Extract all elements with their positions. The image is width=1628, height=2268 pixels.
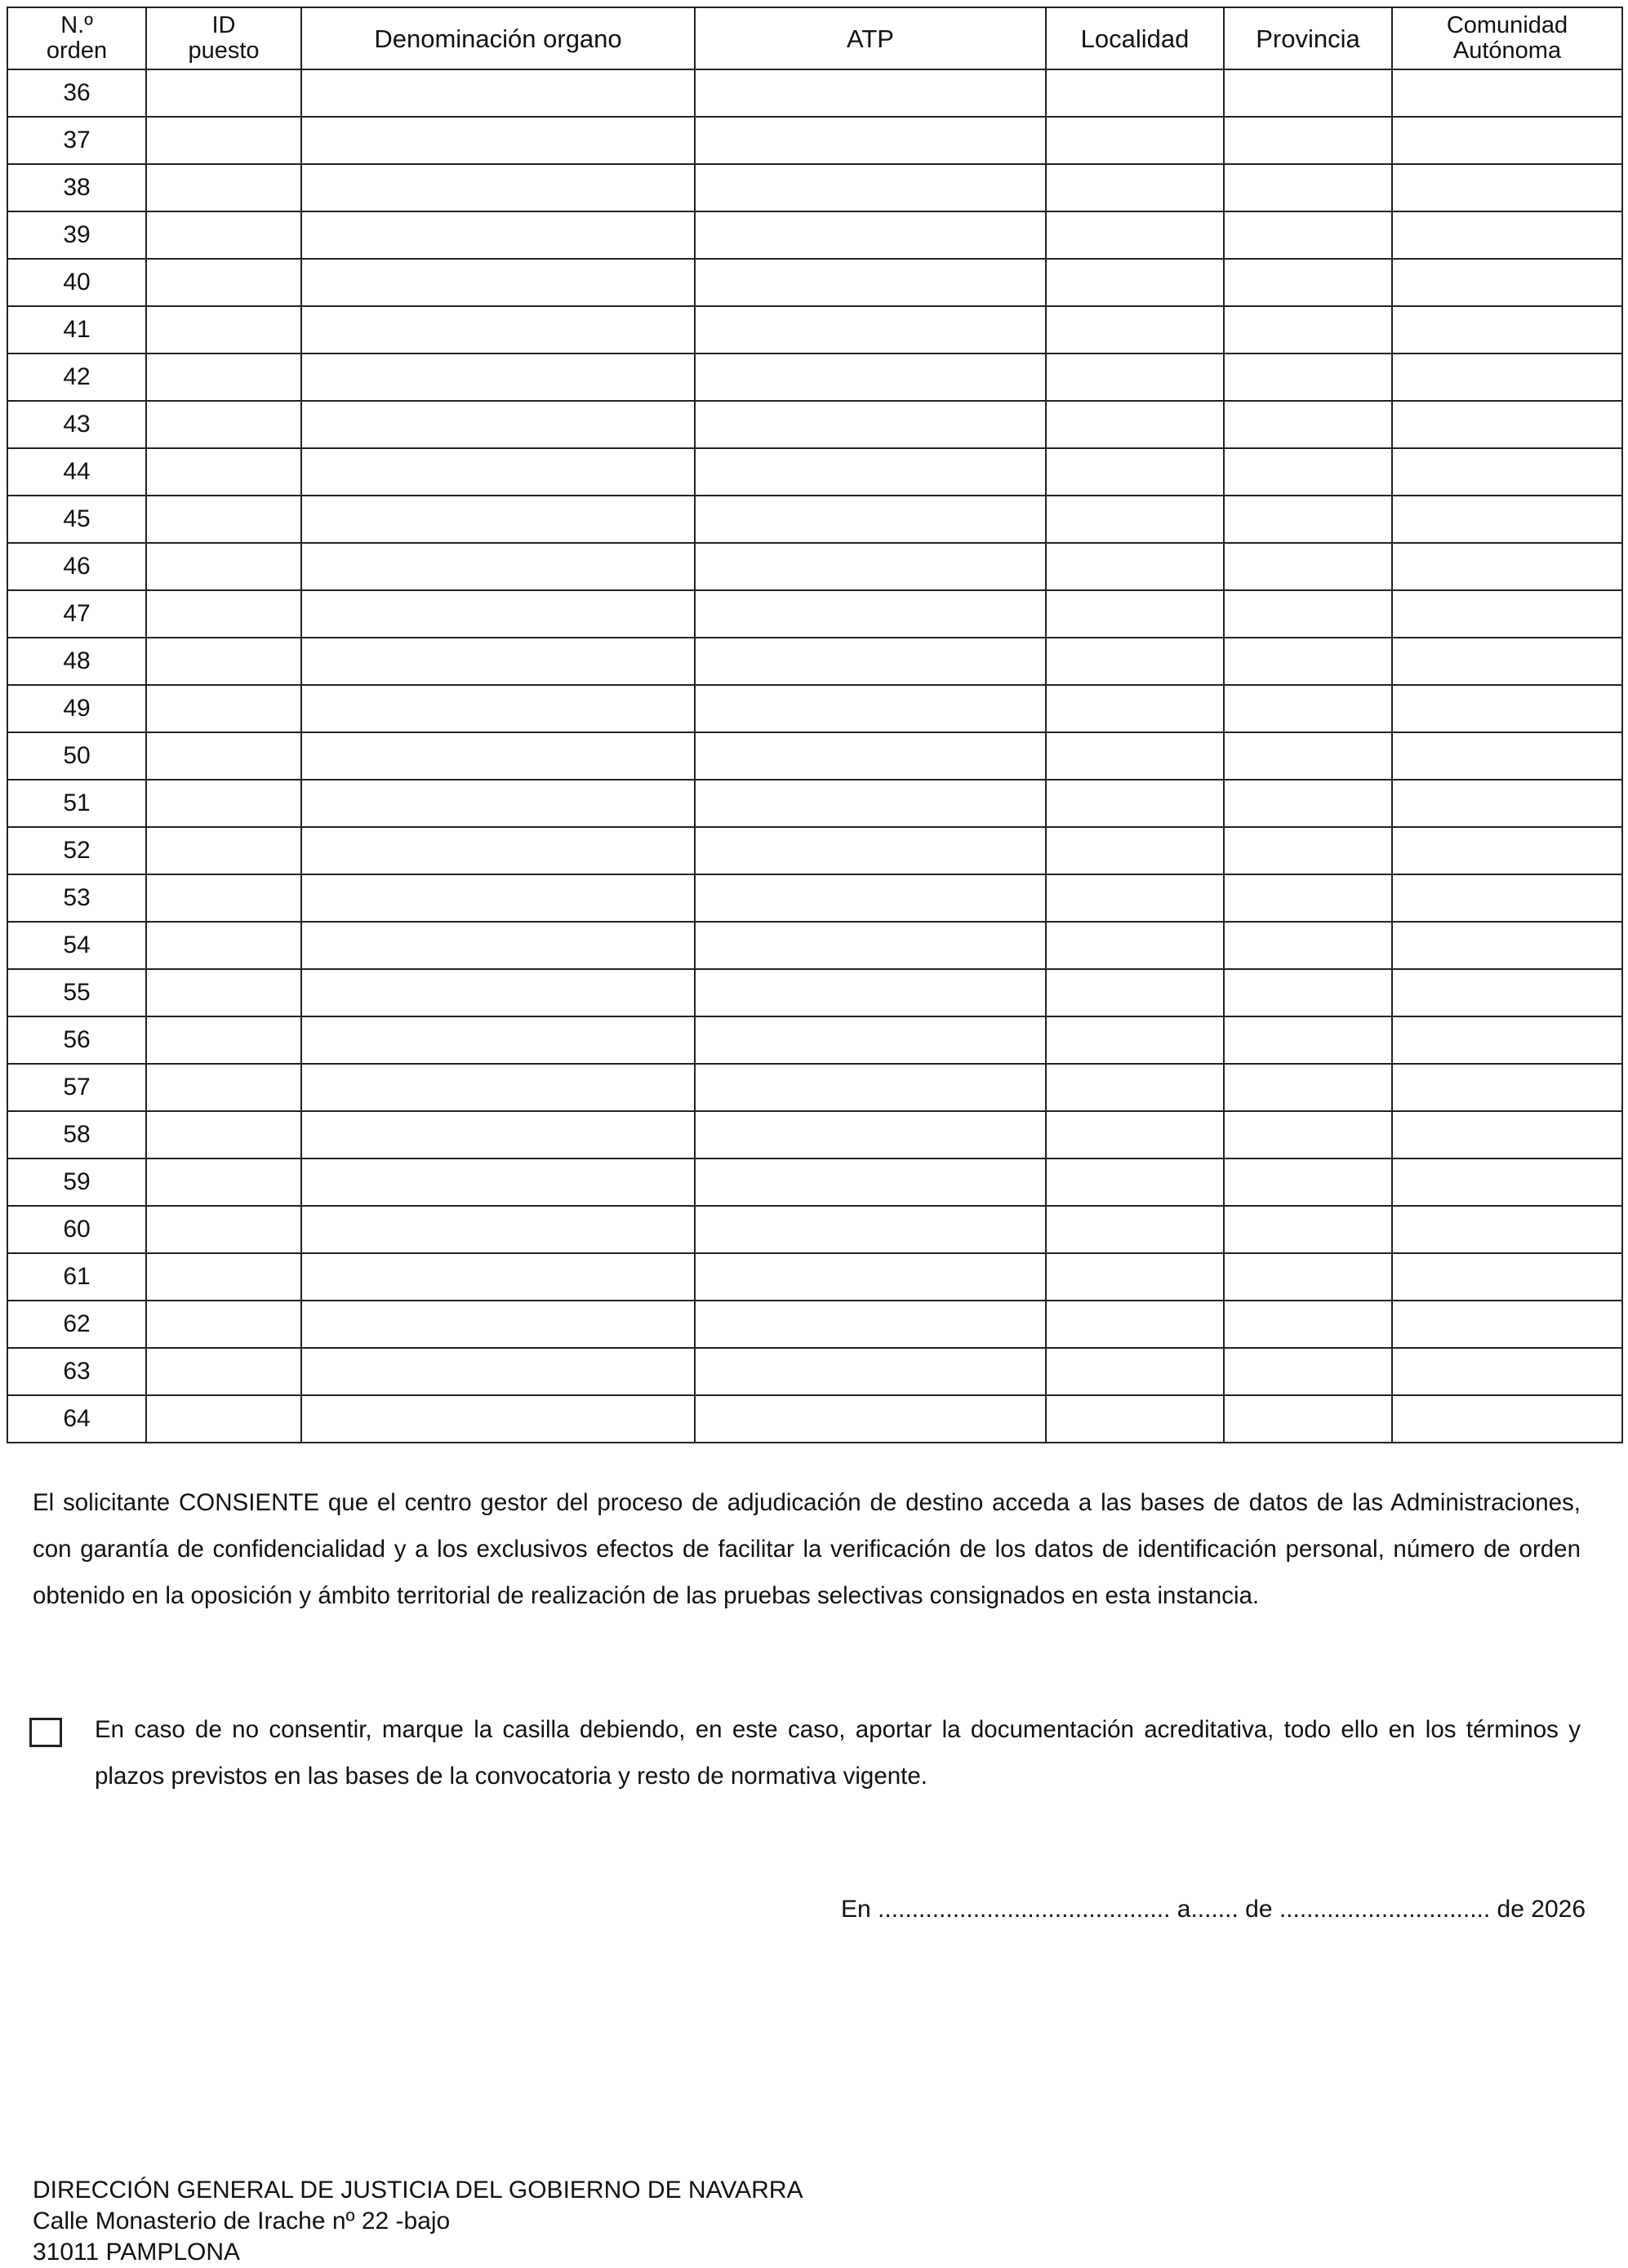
row-number: 62 — [7, 1301, 146, 1348]
cell-denominacion-organo[interactable] — [301, 590, 695, 638]
cell-atp[interactable] — [695, 1206, 1046, 1253]
cell-atp[interactable] — [695, 685, 1046, 732]
cell-localidad[interactable] — [1046, 1158, 1224, 1206]
footer-city: 31011 PAMPLONA — [33, 2239, 241, 2266]
cell-comunidad-autonoma[interactable] — [1392, 1348, 1622, 1395]
cell-atp[interactable] — [695, 354, 1046, 401]
cell-provincia[interactable] — [1224, 732, 1392, 780]
cell-localidad[interactable] — [1046, 1206, 1224, 1253]
cell-provincia[interactable] — [1224, 922, 1392, 969]
cell-id-puesto[interactable] — [146, 1253, 301, 1301]
cell-provincia[interactable] — [1224, 1348, 1392, 1395]
cell-id-puesto[interactable] — [146, 164, 301, 211]
cell-id-puesto[interactable] — [146, 780, 301, 827]
cell-atp[interactable] — [695, 401, 1046, 448]
cell-denominacion-organo[interactable] — [301, 401, 695, 448]
cell-comunidad-autonoma[interactable] — [1392, 1111, 1622, 1158]
table-row — [7, 969, 1622, 1016]
cell-id-puesto[interactable] — [146, 117, 301, 164]
cell-comunidad-autonoma[interactable] — [1392, 354, 1622, 401]
header-atp: ATP — [695, 7, 1046, 69]
cell-provincia[interactable] — [1224, 448, 1392, 496]
cell-atp[interactable] — [695, 780, 1046, 827]
cell-comunidad-autonoma[interactable] — [1392, 1253, 1622, 1301]
row-number: 57 — [7, 1064, 146, 1111]
table-row — [7, 1206, 1622, 1253]
cell-provincia[interactable] — [1224, 685, 1392, 732]
table-row — [7, 354, 1622, 401]
table-header-row — [7, 7, 1622, 69]
cell-denominacion-organo[interactable] — [301, 969, 695, 1016]
cell-comunidad-autonoma[interactable] — [1392, 117, 1622, 164]
cell-provincia[interactable] — [1224, 306, 1392, 354]
cell-atp[interactable] — [695, 1111, 1046, 1158]
cell-provincia[interactable] — [1224, 780, 1392, 827]
cell-provincia[interactable] — [1224, 211, 1392, 259]
cell-id-puesto[interactable] — [146, 354, 301, 401]
cell-localidad[interactable] — [1046, 1016, 1224, 1064]
cell-denominacion-organo[interactable] — [301, 1064, 695, 1111]
table-row — [7, 874, 1622, 922]
cell-localidad[interactable] — [1046, 164, 1224, 211]
cell-provincia[interactable] — [1224, 496, 1392, 543]
cell-comunidad-autonoma[interactable] — [1392, 969, 1622, 1016]
cell-localidad[interactable] — [1046, 827, 1224, 874]
cell-atp[interactable] — [695, 969, 1046, 1016]
cell-comunidad-autonoma[interactable] — [1392, 590, 1622, 638]
header-provincia: Provincia — [1224, 7, 1392, 69]
cell-provincia[interactable] — [1224, 1111, 1392, 1158]
row-number: 61 — [7, 1253, 146, 1301]
cell-id-puesto[interactable] — [146, 1395, 301, 1443]
cell-localidad[interactable] — [1046, 259, 1224, 306]
cell-localidad[interactable] — [1046, 590, 1224, 638]
cell-provincia[interactable] — [1224, 1301, 1392, 1348]
table-row — [7, 827, 1622, 874]
cell-denominacion-organo[interactable] — [301, 1301, 695, 1348]
cell-provincia[interactable] — [1224, 638, 1392, 685]
cell-atp[interactable] — [695, 638, 1046, 685]
row-number: 39 — [7, 211, 146, 259]
cell-id-puesto[interactable] — [146, 732, 301, 780]
row-number: 56 — [7, 1016, 146, 1064]
cell-localidad[interactable] — [1046, 354, 1224, 401]
cell-localidad[interactable] — [1046, 1301, 1224, 1348]
cell-denominacion-organo[interactable] — [301, 1206, 695, 1253]
cell-id-puesto[interactable] — [146, 1206, 301, 1253]
cell-provincia[interactable] — [1224, 354, 1392, 401]
cell-provincia[interactable] — [1224, 874, 1392, 922]
cell-comunidad-autonoma[interactable] — [1392, 1206, 1622, 1253]
table-body — [7, 69, 1622, 1443]
cell-comunidad-autonoma[interactable] — [1392, 874, 1622, 922]
cell-denominacion-organo[interactable] — [301, 117, 695, 164]
row-number: 59 — [7, 1158, 146, 1206]
cell-atp[interactable] — [695, 496, 1046, 543]
cell-provincia[interactable] — [1224, 1395, 1392, 1443]
table-row — [7, 1301, 1622, 1348]
row-number: 41 — [7, 306, 146, 354]
cell-id-puesto[interactable] — [146, 1348, 301, 1395]
table-row — [7, 69, 1622, 117]
cell-comunidad-autonoma[interactable] — [1392, 1395, 1622, 1443]
table-row — [7, 211, 1622, 259]
cell-id-puesto[interactable] — [146, 922, 301, 969]
cell-atp[interactable] — [695, 306, 1046, 354]
cell-denominacion-organo[interactable] — [301, 874, 695, 922]
cell-id-puesto[interactable] — [146, 259, 301, 306]
cell-comunidad-autonoma[interactable] — [1392, 401, 1622, 448]
cell-localidad[interactable] — [1046, 401, 1224, 448]
table-row — [7, 259, 1622, 306]
table-row — [7, 590, 1622, 638]
cell-id-puesto[interactable] — [146, 1016, 301, 1064]
cell-denominacion-organo[interactable] — [301, 732, 695, 780]
cell-id-puesto[interactable] — [146, 1111, 301, 1158]
table-row — [7, 922, 1622, 969]
cell-atp[interactable] — [695, 164, 1046, 211]
table-row — [7, 496, 1622, 543]
cell-comunidad-autonoma[interactable] — [1392, 1158, 1622, 1206]
cell-id-puesto[interactable] — [146, 827, 301, 874]
cell-id-puesto[interactable] — [146, 590, 301, 638]
table-row — [7, 638, 1622, 685]
table-row — [7, 1158, 1622, 1206]
cell-localidad[interactable] — [1046, 1395, 1224, 1443]
cell-atp[interactable] — [695, 874, 1046, 922]
cell-localidad[interactable] — [1046, 306, 1224, 354]
cell-denominacion-organo[interactable] — [301, 164, 695, 211]
cell-localidad[interactable] — [1046, 448, 1224, 496]
cell-atp[interactable] — [695, 117, 1046, 164]
cell-atp[interactable] — [695, 448, 1046, 496]
cell-denominacion-organo[interactable] — [301, 211, 695, 259]
cell-denominacion-organo[interactable] — [301, 69, 695, 117]
header-denominacion-organo: Denominación organo — [301, 7, 695, 69]
cell-id-puesto[interactable] — [146, 448, 301, 496]
cell-atp[interactable] — [695, 1253, 1046, 1301]
cell-denominacion-organo[interactable] — [301, 259, 695, 306]
table-row — [7, 1253, 1622, 1301]
cell-id-puesto[interactable] — [146, 306, 301, 354]
cell-denominacion-organo[interactable] — [301, 448, 695, 496]
table-row — [7, 117, 1622, 164]
cell-atp[interactable] — [695, 1301, 1046, 1348]
cell-denominacion-organo[interactable] — [301, 827, 695, 874]
cell-atp[interactable] — [695, 827, 1046, 874]
cell-denominacion-organo[interactable] — [301, 1158, 695, 1206]
header-comunidad-autonoma: Comunidad Autónoma — [1392, 7, 1622, 69]
table-row — [7, 1016, 1622, 1064]
cell-provincia[interactable] — [1224, 69, 1392, 117]
cell-comunidad-autonoma[interactable] — [1392, 1064, 1622, 1111]
row-number: 37 — [7, 117, 146, 164]
row-number: 64 — [7, 1395, 146, 1443]
row-number: 43 — [7, 401, 146, 448]
cell-denominacion-organo[interactable] — [301, 354, 695, 401]
cell-denominacion-organo[interactable] — [301, 922, 695, 969]
cell-comunidad-autonoma[interactable] — [1392, 69, 1622, 117]
footer-address — [33, 2175, 803, 2268]
cell-atp[interactable] — [695, 69, 1046, 117]
consent-paragraph: El solicitante CONSIENTE que el centro gestor del proceso de adjudicación de destino acceda a las bases de datos de las Administraciones, con garantía de confidencialidad y a los exclusivos efectos de facilitar la verificación de los datos de identificación personal, número de orden obtenido en la oposición y ámbito territorial de realización de las pruebas selectivas consignados en esta instancia. — [33, 1489, 1581, 1609]
table-row — [7, 306, 1622, 354]
cell-comunidad-autonoma[interactable] — [1392, 448, 1622, 496]
row-number: 63 — [7, 1348, 146, 1395]
table-row — [7, 780, 1622, 827]
cell-atp[interactable] — [695, 1016, 1046, 1064]
cell-localidad[interactable] — [1046, 1348, 1224, 1395]
cell-denominacion-organo[interactable] — [301, 1395, 695, 1443]
row-number: 58 — [7, 1111, 146, 1158]
cell-provincia[interactable] — [1224, 259, 1392, 306]
row-number: 45 — [7, 496, 146, 543]
cell-comunidad-autonoma[interactable] — [1392, 259, 1622, 306]
table-row — [7, 1111, 1622, 1158]
row-number: 53 — [7, 874, 146, 922]
date-place-line[interactable]: En ........................................... a....... de ............................... de 2026 — [841, 1896, 1586, 1923]
cell-id-puesto[interactable] — [146, 1064, 301, 1111]
cell-id-puesto[interactable] — [146, 685, 301, 732]
row-number: 40 — [7, 259, 146, 306]
row-number: 44 — [7, 448, 146, 496]
header-numero-orden: N.º orden — [7, 7, 146, 69]
cell-provincia[interactable] — [1224, 543, 1392, 590]
cell-comunidad-autonoma[interactable] — [1392, 1016, 1622, 1064]
header-id-puesto: ID puesto — [146, 7, 301, 69]
row-number: 54 — [7, 922, 146, 969]
cell-id-puesto[interactable] — [146, 874, 301, 922]
cell-provincia[interactable] — [1224, 590, 1392, 638]
table-row — [7, 732, 1622, 780]
cell-denominacion-organo[interactable] — [301, 780, 695, 827]
row-number: 36 — [7, 69, 146, 117]
cell-provincia[interactable] — [1224, 1253, 1392, 1301]
row-number: 51 — [7, 780, 146, 827]
row-number: 60 — [7, 1206, 146, 1253]
cell-id-puesto[interactable] — [146, 401, 301, 448]
cell-comunidad-autonoma[interactable] — [1392, 732, 1622, 780]
cell-provincia[interactable] — [1224, 1158, 1392, 1206]
cell-denominacion-organo[interactable] — [301, 685, 695, 732]
cell-provincia[interactable] — [1224, 164, 1392, 211]
table-row — [7, 1064, 1622, 1111]
row-number: 50 — [7, 732, 146, 780]
row-number: 38 — [7, 164, 146, 211]
cell-id-puesto[interactable] — [146, 1158, 301, 1206]
cell-comunidad-autonoma[interactable] — [1392, 496, 1622, 543]
cell-localidad[interactable] — [1046, 732, 1224, 780]
cell-id-puesto[interactable] — [146, 496, 301, 543]
cell-comunidad-autonoma[interactable] — [1392, 780, 1622, 827]
cell-denominacion-organo[interactable] — [301, 306, 695, 354]
cell-localidad[interactable] — [1046, 1253, 1224, 1301]
cell-comunidad-autonoma[interactable] — [1392, 1301, 1622, 1348]
row-number: 48 — [7, 638, 146, 685]
cell-provincia[interactable] — [1224, 827, 1392, 874]
cell-denominacion-organo[interactable] — [301, 1348, 695, 1395]
row-number: 46 — [7, 543, 146, 590]
table-row — [7, 543, 1622, 590]
cell-localidad[interactable] — [1046, 211, 1224, 259]
cell-denominacion-organo[interactable] — [301, 1016, 695, 1064]
footer-street: Calle Monasterio de Irache nº 22 -bajo — [33, 2208, 451, 2235]
cell-localidad[interactable] — [1046, 638, 1224, 685]
cell-id-puesto[interactable] — [146, 969, 301, 1016]
cell-provincia[interactable] — [1224, 401, 1392, 448]
cell-localidad[interactable] — [1046, 874, 1224, 922]
cell-atp[interactable] — [695, 211, 1046, 259]
cell-localidad[interactable] — [1046, 1111, 1224, 1158]
cell-denominacion-organo[interactable] — [301, 638, 695, 685]
cell-atp[interactable] — [695, 259, 1046, 306]
cell-atp[interactable] — [695, 732, 1046, 780]
cell-localidad[interactable] — [1046, 685, 1224, 732]
cell-provincia[interactable] — [1224, 969, 1392, 1016]
cell-localidad[interactable] — [1046, 496, 1224, 543]
cell-localidad[interactable] — [1046, 543, 1224, 590]
cell-comunidad-autonoma[interactable] — [1392, 543, 1622, 590]
cell-localidad[interactable] — [1046, 922, 1224, 969]
cell-atp[interactable] — [695, 1348, 1046, 1395]
cell-atp[interactable] — [695, 1395, 1046, 1443]
cell-denominacion-organo[interactable] — [301, 496, 695, 543]
cell-comunidad-autonoma[interactable] — [1392, 922, 1622, 969]
cell-comunidad-autonoma[interactable] — [1392, 685, 1622, 732]
cell-atp[interactable] — [695, 1158, 1046, 1206]
row-number: 55 — [7, 969, 146, 1016]
cell-id-puesto[interactable] — [146, 543, 301, 590]
destinations-table — [7, 7, 1623, 1443]
row-number: 49 — [7, 685, 146, 732]
cell-comunidad-autonoma[interactable] — [1392, 638, 1622, 685]
table-row — [7, 685, 1622, 732]
table-row — [7, 401, 1622, 448]
header-localidad: Localidad — [1046, 7, 1224, 69]
cell-id-puesto[interactable] — [146, 1301, 301, 1348]
cell-atp[interactable] — [695, 1064, 1046, 1111]
table-row — [7, 164, 1622, 211]
cell-localidad[interactable] — [1046, 969, 1224, 1016]
cell-localidad[interactable] — [1046, 69, 1224, 117]
row-number: 52 — [7, 827, 146, 874]
cell-provincia[interactable] — [1224, 117, 1392, 164]
cell-localidad[interactable] — [1046, 1064, 1224, 1111]
footer-institution: DIRECCIÓN GENERAL DE JUSTICIA DEL GOBIERNO DE NAVARRA — [33, 2177, 803, 2204]
cell-comunidad-autonoma[interactable] — [1392, 211, 1622, 259]
table-row — [7, 1348, 1622, 1395]
cell-provincia[interactable] — [1224, 1064, 1392, 1111]
cell-provincia[interactable] — [1224, 1206, 1392, 1253]
table-row — [7, 1395, 1622, 1443]
cell-atp[interactable] — [695, 543, 1046, 590]
cell-localidad[interactable] — [1046, 117, 1224, 164]
cell-localidad[interactable] — [1046, 780, 1224, 827]
table-row — [7, 448, 1622, 496]
row-number: 42 — [7, 354, 146, 401]
cell-atp[interactable] — [695, 922, 1046, 969]
cell-denominacion-organo[interactable] — [301, 543, 695, 590]
cell-atp[interactable] — [695, 590, 1046, 638]
row-number: 47 — [7, 590, 146, 638]
no-consent-paragraph: En caso de no consentir, marque la casilla debiendo, en este caso, aportar la documentación acreditativa, todo ello en los términos y plazos previstos en las bases de la convocatoria y resto de normativa vigente. — [95, 1716, 1581, 1790]
cell-id-puesto[interactable] — [146, 211, 301, 259]
cell-denominacion-organo[interactable] — [301, 1253, 695, 1301]
cell-id-puesto[interactable] — [146, 69, 301, 117]
no-consent-checkbox[interactable] — [29, 1718, 62, 1747]
cell-provincia[interactable] — [1224, 1016, 1392, 1064]
cell-denominacion-organo[interactable] — [301, 1111, 695, 1158]
cell-comunidad-autonoma[interactable] — [1392, 827, 1622, 874]
cell-comunidad-autonoma[interactable] — [1392, 306, 1622, 354]
cell-comunidad-autonoma[interactable] — [1392, 164, 1622, 211]
cell-id-puesto[interactable] — [146, 638, 301, 685]
